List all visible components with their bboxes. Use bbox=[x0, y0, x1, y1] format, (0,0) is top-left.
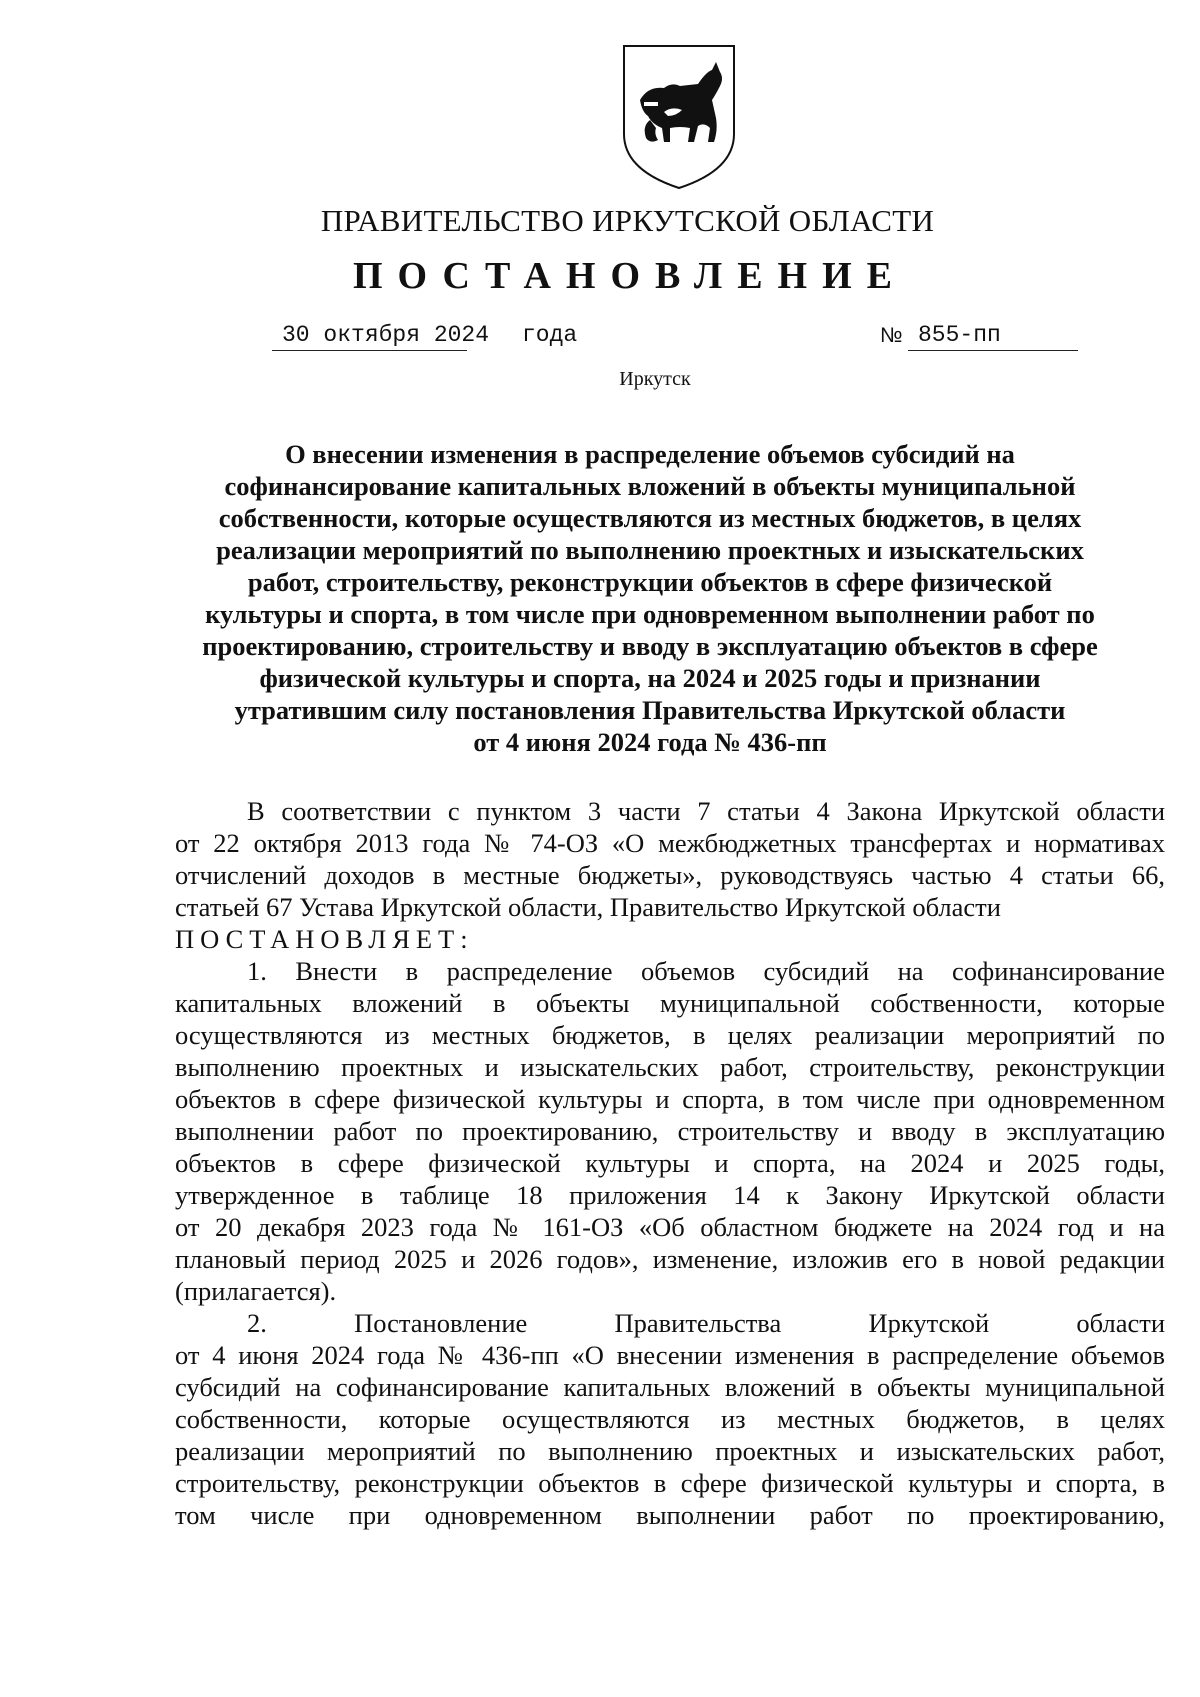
body-line: строительству, реконструкции объектов в сфере физической культуры и спорта, в bbox=[175, 1468, 1165, 1498]
title-line: от 4 июня 2024 года № 436-пп bbox=[473, 727, 827, 757]
body-line: утвержденное в таблице 18 приложения 14 к Закону Иркутской области bbox=[175, 1180, 1165, 1210]
title-line: утратившим силу постановления Правительства Иркутской области bbox=[234, 695, 1066, 725]
body-line: от 20 декабря 2023 года № 161-ОЗ «Об областном бюджете на 2024 год и на bbox=[175, 1212, 1165, 1242]
title-line: культуры и спорта, в том числе при одновременном выполнении работ по bbox=[205, 599, 1095, 629]
title-line: физической культуры и спорта, на 2024 и 2025 годы и признании bbox=[259, 663, 1041, 693]
document-number-label: № bbox=[880, 324, 903, 347]
body-line: собственности, которые осуществляются из местных бюджетов, в целях bbox=[175, 1404, 1165, 1434]
body-line: реализации мероприятий по выполнению проектных и изыскательских работ, bbox=[175, 1436, 1165, 1466]
title-line: проектированию, строительству и вводу в эксплуатацию объектов в сфере bbox=[202, 631, 1098, 661]
document-city: Иркутск bbox=[619, 368, 691, 390]
title-line: О внесении изменения в распределение объемов субсидий на bbox=[285, 439, 1015, 469]
title-line: реализации мероприятий по выполнению проектных и изыскательских bbox=[216, 535, 1084, 565]
body-line: 2. Постановление Правительства Иркутской области bbox=[247, 1308, 1165, 1338]
government-name: ПРАВИТЕЛЬСТВО ИРКУТСКОЙ ОБЛАСТИ bbox=[320, 203, 935, 238]
body-line: (прилагается). bbox=[175, 1276, 337, 1306]
coat-of-arms-icon bbox=[620, 42, 738, 192]
document-date: 30 октября 2024 bbox=[272, 322, 467, 351]
body-line: выполнении работ по проектированию, строительству и вводу в эксплуатацию bbox=[175, 1116, 1165, 1146]
body-line: отчислений доходов в местные бюджеты», руководствуясь частью 4 статьи 66, bbox=[175, 860, 1165, 890]
body-line: 1. Внести в распределение объемов субсидий на софинансирование bbox=[247, 956, 1165, 986]
title-line: софинансирование капитальных вложений в объекты муниципальной bbox=[224, 471, 1076, 501]
body-line: объектов в сфере физической культуры и спорта, в том числе при одновременном bbox=[175, 1084, 1165, 1114]
body-line: выполнению проектных и изыскательских работ, строительству, реконструкции bbox=[175, 1052, 1165, 1082]
title-line: собственности, которые осуществляются из местных бюджетов, в целях bbox=[218, 503, 1082, 533]
body-line: В соответствии с пунктом 3 части 7 статьи 4 Закона Иркутской области bbox=[247, 796, 1165, 826]
body-line-resolves: ПОСТАНОВЛЯЕТ: bbox=[175, 924, 474, 954]
document-date-suffix: года bbox=[522, 322, 578, 348]
document-title bbox=[180, 438, 1120, 758]
body-line: субсидий на софинансирование капитальных вложений в объекты муниципальной bbox=[175, 1372, 1165, 1402]
body-line: капитальных вложений в объекты муниципальной собственности, которые bbox=[175, 988, 1165, 1018]
body-line: статьей 67 Устава Иркутской области, Правительство Иркутской области bbox=[175, 892, 1001, 922]
body-line: объектов в сфере физической культуры и спорта, на 2024 и 2025 годы, bbox=[175, 1148, 1165, 1178]
document-type: ПОСТАНОВЛЕНИЕ bbox=[352, 255, 908, 297]
body-line: том числе при одновременном выполнении работ по проектированию, bbox=[175, 1500, 1165, 1530]
body-line: от 4 июня 2024 года № 436-пп «О внесении изменения в распределение объемов bbox=[175, 1340, 1165, 1370]
document-number: 855-пп bbox=[908, 322, 1078, 351]
title-line: работ, строительству, реконструкции объектов в сфере физической bbox=[247, 567, 1053, 597]
body-line: осуществляются из местных бюджетов, в целях реализации мероприятий по bbox=[175, 1020, 1165, 1050]
document-body bbox=[175, 795, 1165, 1531]
body-line: плановый период 2025 и 2026 годов», изменение, изложив его в новой редакции bbox=[175, 1244, 1165, 1274]
body-line: от 22 октября 2013 года № 74-ОЗ «О межбюджетных трансфертах и нормативах bbox=[175, 828, 1165, 858]
